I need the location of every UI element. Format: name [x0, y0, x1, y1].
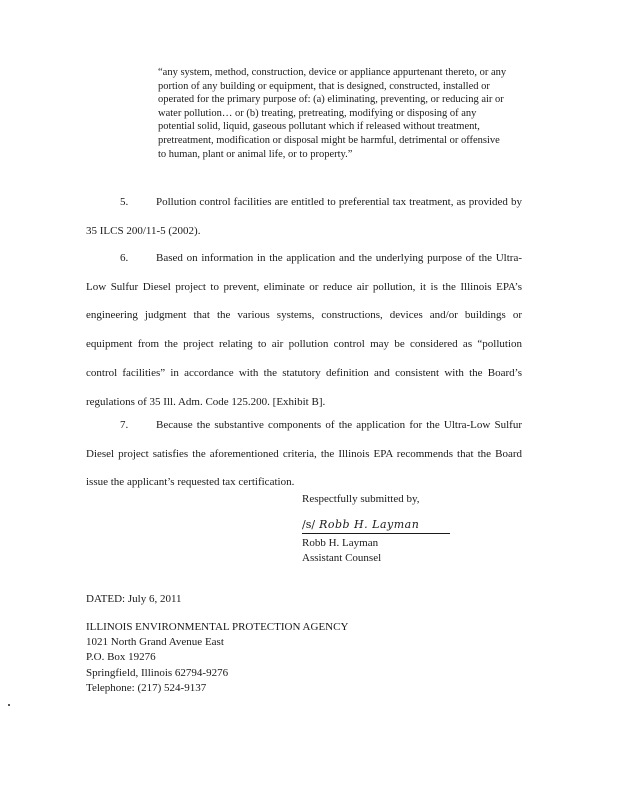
- agency-street: 1021 North Grand Avenue East: [86, 636, 224, 649]
- statutory-definition-quote: “any system, method, construction, device or appliance appurtenant thereto, or any portion of any building or equipment, that is designed, constructed, installed or operated for the primary purpose of: (a) eliminating, preventing, or reducing air or water pollution… or (b) treating, pretreating, modifying or disposing of any potential solid, liquid, gaseous pollutant which if released without treatment, pretreatment, modification or disposal might be harmful, detrimental or offensive to human, plant or animal life, or to property.”: [158, 67, 507, 160]
- paragraph-6-number: 6.: [120, 252, 129, 264]
- signature-block: [302, 492, 542, 566]
- paragraph-7-text: Because the substantive components of the application for the Ultra-Low Sulfur Diesel project satisfies the aforementioned criteria, the Illinois EPA recommends that the Board issue the applicant’s requested tax certification.: [86, 419, 522, 489]
- signer-name: Robb H. Layman: [302, 537, 379, 549]
- paragraph-5-number: 5.: [120, 196, 129, 208]
- agency-address: [86, 620, 348, 696]
- signature-intro: Respectfully submitted by,: [302, 493, 420, 505]
- paragraph-6-text: Based on information in the application and the underlying purpose of the Ultra-Low Sulfur Diesel project to prevent, eliminate or reduce air pollution, it is the Illinois EPA’s engineering judgment that the various systems, constructions, devices and/or buildings or equipment from the project relating to air pollution control may be considered as “pollution control facilities” in accordance with the statutory definition and consistent with the Board’s regulations of 35 Ill. Adm. Code 125.200. [Exhibit B].: [86, 252, 522, 408]
- paragraph-6: [86, 244, 522, 416]
- paragraph-7-number: 7.: [120, 419, 129, 431]
- handwritten-signature: Robb H. Layman: [319, 518, 420, 531]
- paragraph-5: [86, 188, 522, 245]
- signer-title: Assistant Counsel: [302, 552, 382, 564]
- paragraph-5-text: Pollution control facilities are entitled to preferential tax treatment, as provided by 35 ILCS 200/11-5 (2002).: [86, 196, 522, 237]
- scan-speck: [8, 704, 10, 706]
- date-line: DATED: July 6, 2011: [86, 593, 182, 605]
- signature-line: [302, 517, 450, 534]
- agency-name: ILLINOIS ENVIRONMENTAL PROTECTION AGENCY: [86, 621, 349, 633]
- signature-prefix: /s/: [302, 518, 316, 531]
- agency-po-box: P.O. Box 19276: [86, 651, 156, 664]
- agency-phone: Telephone: (217) 524-9137: [86, 681, 207, 694]
- paragraph-7: [86, 411, 522, 497]
- agency-city: Springfield, Illinois 62794-9276: [86, 666, 229, 679]
